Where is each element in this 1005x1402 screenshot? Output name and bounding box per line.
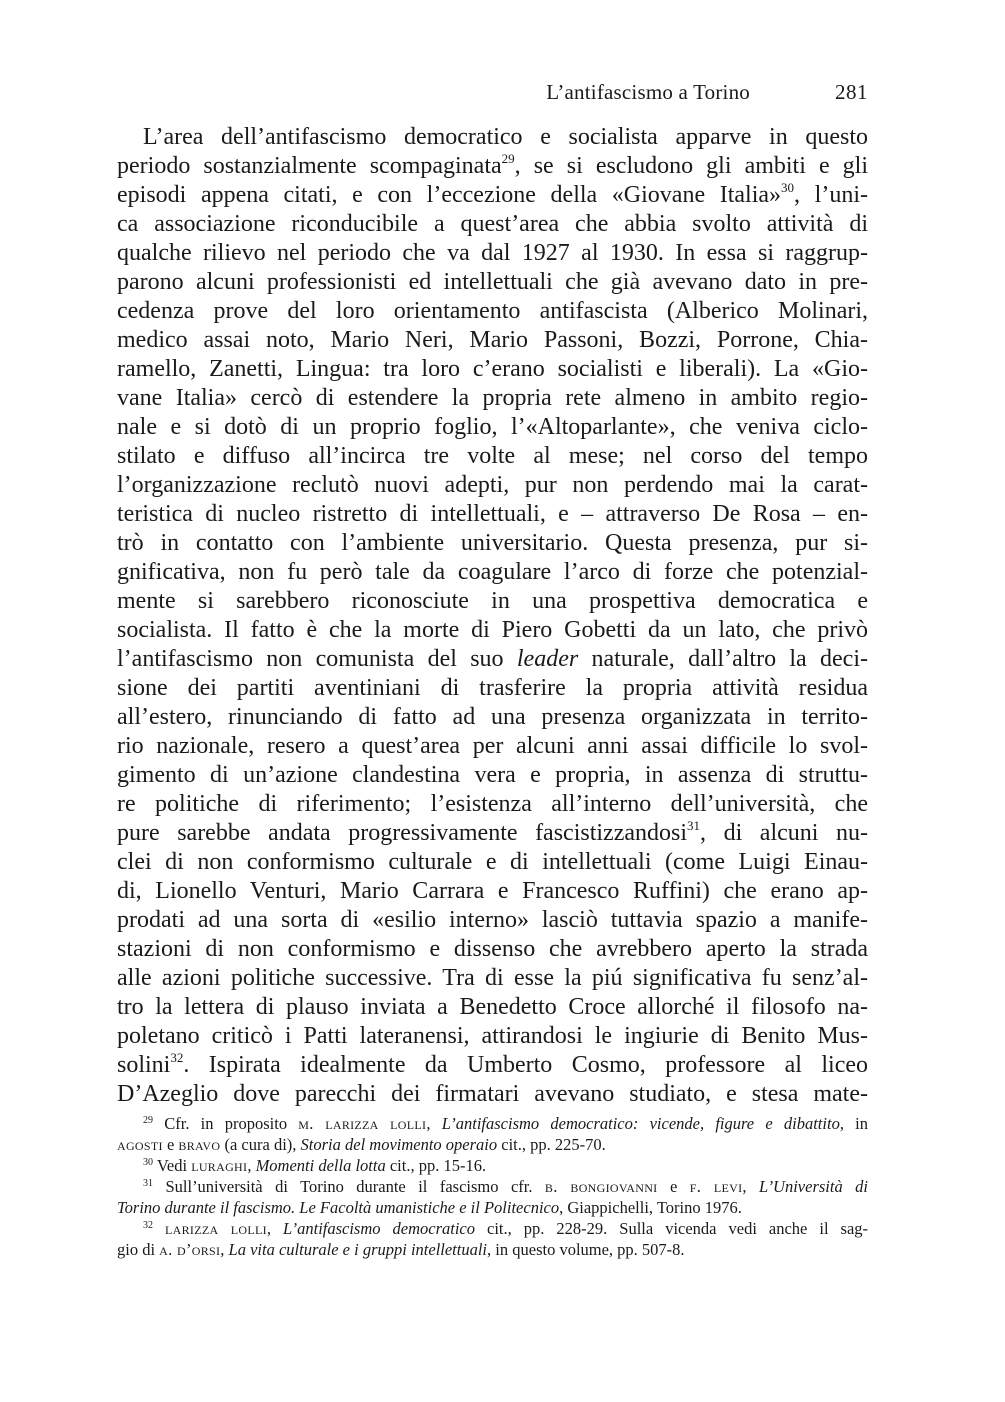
footnote-ref-31[interactable]: 31 xyxy=(687,819,701,833)
footnote-32: $^{32}$ larizza lolli, L’antifascismo democratico cit., pp. 228-29. Sulla vicenda vedi anche il sag- xyxy=(143,1219,868,1238)
footnotes xyxy=(117,1113,868,1260)
text-line: socialista. Il fatto è che la morte di Piero Gobetti da un lato, che privò xyxy=(117,617,868,643)
text-line: poletano criticò i Patti lateranensi, attirandosi le ingiurie di Benito Mus- xyxy=(117,1023,868,1049)
footnote-31: $^{31}$ Sull’università di Torino durante il fascismo cfr. b. bongiovanni e f. levi, L’Università di xyxy=(143,1177,868,1196)
footnote-ref-30[interactable]: 30 xyxy=(781,181,795,195)
text-line: stilato e diffuso all’incirca tre volte al mese; nel corso del tempo xyxy=(117,443,868,469)
text-line: di, Lionello Venturi, Mario Carrara e Francesco Ruffini) che erano ap- xyxy=(117,878,868,904)
footnote-29-cont: agosti e bravo (a cura di), Storia del movimento operaio cit., pp. 225-70. xyxy=(117,1135,606,1154)
footnote-31-cont: Torino durante il fascismo. Le Facoltà umanistiche e il Politecnico, Giappichelli, Torino 1976. xyxy=(117,1198,742,1217)
text-line: rio nazionale, resero a quest’area per alcuni anni assai difficile lo svol- xyxy=(117,733,868,759)
footnote-29: $^{29}$ Cfr. in proposito m. larizza lolli, L’antifascismo democratico: vicende, figure e dibattito, in xyxy=(143,1114,868,1133)
text-line: gimento di un’azione clandestina vera e propria, in assenza di struttu- xyxy=(117,762,868,788)
italic-word: leader xyxy=(516,646,579,672)
text-line: sione dei partiti aventiniani di trasferire la propria attività residua xyxy=(117,675,868,701)
text-line: tro la lettera di plauso inviata a Benedetto Croce allorché il filosofo na- xyxy=(117,994,868,1020)
text-line: re politiche di riferimento; l’esistenza all’interno dell’università, che xyxy=(117,791,868,817)
text-line: medico assai noto, Mario Neri, Mario Passoni, Bozzi, Porrone, Chia- xyxy=(117,327,868,353)
text-line: ramello, Zanetti, Lingua: tra loro c’erano socialisti e liberali). La «Gio- xyxy=(117,356,868,382)
footnote-30: $^{30}$ Vedi luraghi, Momenti della lotta cit., pp. 15-16. xyxy=(143,1156,487,1175)
text-line: cedenza prove del loro orientamento antifascista (Alberico Molinari, xyxy=(117,298,868,324)
text-line: qualche rilievo nel periodo che va dal 1927 al 1930. In essa si raggrup- xyxy=(117,240,868,266)
text-line: l’organizzazione reclutò nuovi adepti, pur non perdendo mai la carat- xyxy=(117,472,868,498)
text-line: all’estero, rinunciando di fatto ad una presenza organizzata in territo- xyxy=(117,704,868,730)
page-number: 281 xyxy=(835,80,868,104)
text-line: D’Azeglio dove parecchi dei firmatari avevano studiato, e stesa mate- xyxy=(117,1081,868,1107)
running-head-title: L’antifascismo a Torino xyxy=(546,80,750,104)
text-line: alle azioni politiche successive. Tra di esse la piú significativa fu senz’al- xyxy=(117,965,868,991)
text-line: nale e si dotò di un proprio foglio, l’«Altoparlante», che veniva ciclo- xyxy=(117,414,868,440)
text-line: solini$^{32}$. Ispirata idealmente da Umberto Cosmo, professore al liceo xyxy=(117,1051,868,1078)
text-line: stazioni di non conformismo e dissenso che avrebbero aperto la strada xyxy=(117,936,868,962)
text-line: vane Italia» cercò di estendere la propria rete almeno in ambito regio- xyxy=(117,385,868,411)
body-paragraph xyxy=(117,123,868,1109)
footnote-ref-32[interactable]: 32 xyxy=(170,1051,184,1065)
text-line: episodi appena citati, e con l’eccezione della «Giovane Italia»$^{30}$, l’uni- xyxy=(117,181,868,208)
footnote-ref-29[interactable]: 29 xyxy=(501,152,515,166)
text-line: teristica di nucleo ristretto di intellettuali, e – attraverso De Rosa – en- xyxy=(117,501,868,527)
text-line: parono alcuni professionisti ed intellettuali che già avevano dato in pre- xyxy=(117,269,868,295)
text-line: L’area dell’antifascismo democratico e socialista apparve in questo xyxy=(143,124,868,150)
text-line: gnificativa, non fu però tale da coagulare l’arco di forze che potenzial- xyxy=(117,559,868,585)
text-line: periodo sostanzialmente scompaginata$^{29}$, se si escludono gli ambiti e gli xyxy=(117,152,868,179)
text-line: l’antifascismo non comunista del suo leader naturale, dall’altro la deci- xyxy=(117,646,868,672)
text-line: prodati ad una sorta di «esilio interno» lasciò tuttavia spazio a manife- xyxy=(117,907,868,933)
text-line: mente si sarebbero riconosciute in una prospettiva democratica e xyxy=(117,588,868,614)
text-line: clei di non conformismo culturale e di intellettuali (come Luigi Einau- xyxy=(117,849,868,875)
footnote-32-cont: gio di a. d’orsi, La vita culturale e i gruppi intellettuali, in questo volume, pp. 507-8. xyxy=(117,1240,685,1259)
text-line: pure sarebbe andata progressivamente fascistizzandosi$^{31}$, di alcuni nu- xyxy=(117,819,868,846)
text-line: trò in contatto con l’ambiente universitario. Questa presenza, pur si- xyxy=(117,530,868,556)
text-line: ca associazione riconducibile a quest’area che abbia svolto attività di xyxy=(117,211,868,237)
running-head xyxy=(117,80,868,110)
